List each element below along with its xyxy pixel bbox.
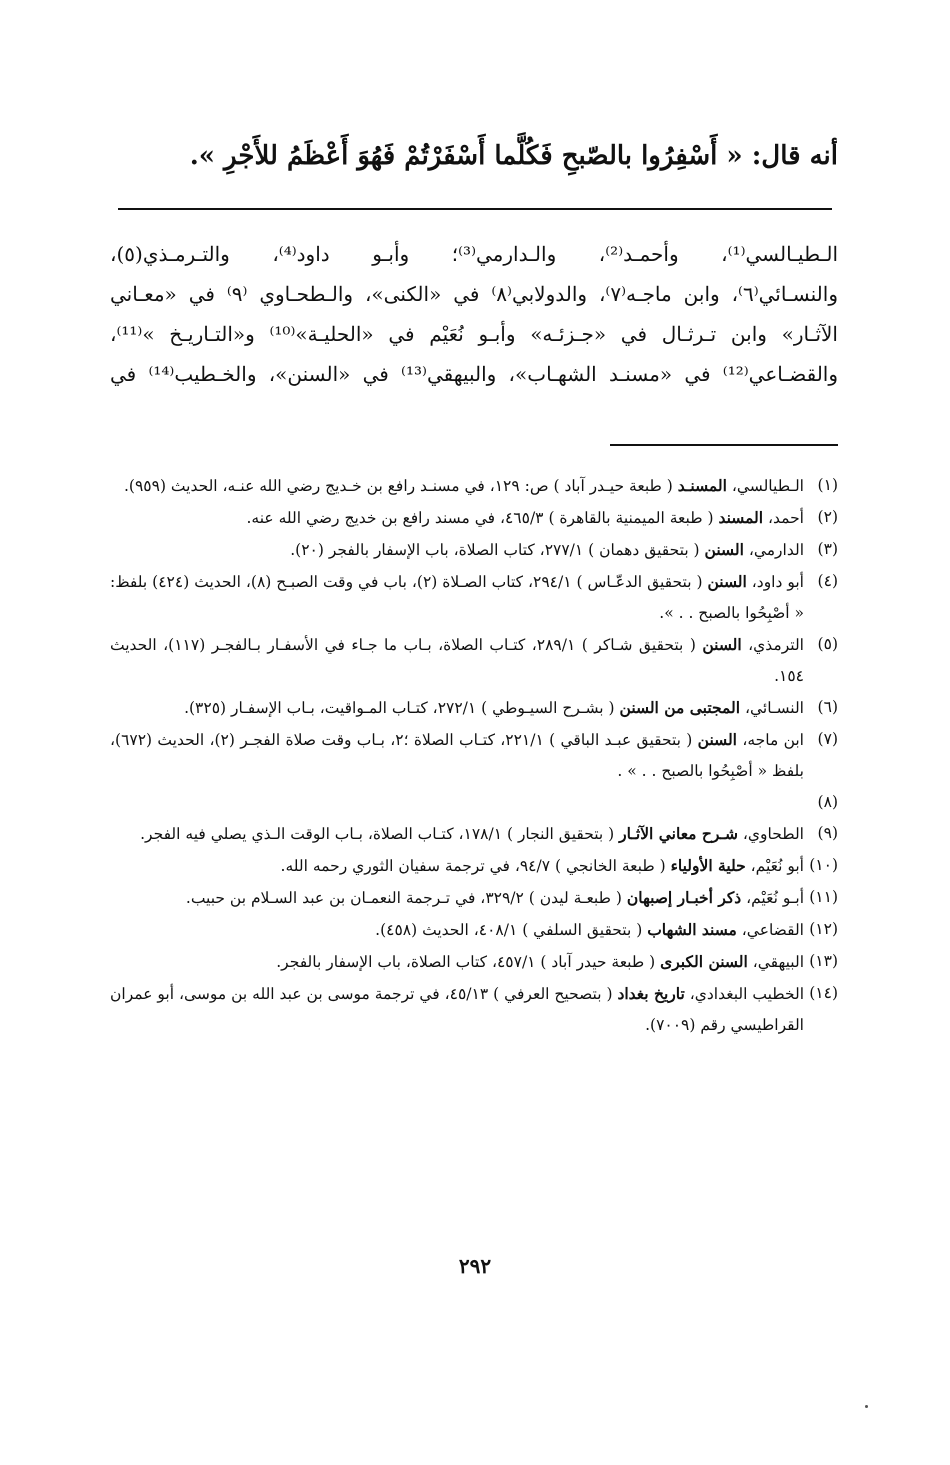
footnote-detail: ( بتحقيق شـاكر ) ٢٨٩/١، كتـاب الصلاة، بـاب ما جـاء في الأسفـار بـالفجـر (١١٧)، الحديث ١٥٤.: [110, 636, 804, 685]
footnote-text: [110, 978, 804, 1041]
footnote: [110, 566, 838, 629]
footnote: [110, 629, 838, 692]
footnote-text: [110, 534, 804, 566]
footnote-detail: ( بتحقيق عبـد الباقي ) ٢٢١/١، كتـاب الصلاة ؛٢، بـاب وقت صلاة الفجـر (٢)، الحديث (٦٧٢)، بلفظ « أصْبِحُوا بالصبح . . » .: [110, 731, 804, 780]
footnote-text: [110, 629, 804, 692]
footnote-author: القضاعي،: [736, 921, 804, 939]
footnote: [110, 470, 838, 502]
footnote-title: حلية الأولياء: [670, 856, 746, 875]
footnote-number: (١٠): [809, 856, 838, 874]
footnote-number: (٨): [817, 793, 838, 811]
footnote-author: أبو نُعَيْم،: [745, 857, 804, 875]
footnote-number: (٣): [817, 540, 838, 558]
footnote-number: (٥): [817, 635, 838, 653]
footnote: [110, 692, 838, 724]
footnote-text: [110, 882, 804, 914]
body-line: الآثـار» وابن تـرثـال في «جـزئـه» وأبـو نُعَيْم في «الحليـة»⁽¹⁰⁾ و«التـاريـخ »⁽¹¹⁾،: [110, 322, 838, 346]
footnote: [110, 978, 838, 1041]
footnote-title: السنن: [702, 635, 742, 654]
hadith-text: أنه قال: « أَسْفِرُوا بالصّبحِ فَكُلَّما أَسْفَرْتُمْ فَهُوَ أَعْظَمُ للأَجْرِ ».: [189, 141, 838, 171]
footnote: [110, 534, 838, 566]
footnote: [110, 787, 838, 818]
footnote-number: (٢): [817, 508, 838, 526]
footnotes-list: [110, 470, 838, 1041]
footnote-number: (٧): [817, 730, 838, 748]
footnote-text: [110, 566, 804, 629]
footnote-number: (١١): [809, 888, 838, 906]
footnote-text: [110, 818, 804, 850]
footnote: [110, 502, 838, 534]
footnote-detail: ( بتحقيق النجار ) ١٧٨/١، كتـاب الصلاة، بـاب الوقت الـذي يصلي فيه الفجر.: [140, 825, 620, 843]
footnote-title: شـرح معاني الآثـار: [619, 824, 738, 843]
footnote-title: السنن الكبرى: [660, 952, 748, 971]
footnote-detail: ( طبعة الخانجي ) ٩٤/٧، في ترجمة سفيان الثوري رحمه الله.: [280, 857, 671, 875]
footnote-author: النسـائي،: [740, 699, 804, 717]
page-number: ٢٩٢: [458, 1254, 492, 1278]
footnote-author: الترمذي،: [741, 636, 804, 654]
footnote-text: [110, 946, 804, 978]
footnote: [110, 818, 838, 850]
footnote-number: (١٢): [809, 920, 838, 938]
footnote: [110, 724, 838, 787]
footnote-number: (٤): [817, 572, 838, 590]
footnote-title: السنن: [707, 572, 747, 591]
body-line: الـطيـالسي⁽¹⁾، وأحمـد⁽²⁾، والـدارمي⁽³⁾؛ وأبـو داود⁽⁴⁾، والتـرمـذي(٥)،: [110, 242, 838, 266]
footnote-number: (٦): [817, 698, 838, 716]
footnote-detail: ( بتحقيق السلفي ) ٤٠٨/١، الحديث (٤٥٨).: [375, 921, 648, 939]
footnote-number: (١٤): [809, 984, 838, 1002]
footnote-number: (١٣): [809, 952, 838, 970]
footnote-text: [110, 470, 804, 502]
footnote-detail: ( بتحقيق الدعّـاس ) ٢٩٤/١، كتاب الصـلاة (٢)، باب في وقت الصبـح (٨)، الحديث (٤٢٤) بلفظ: « أصْبِحُوا بالصبح . . ».: [110, 573, 804, 622]
footnote-title: ذكر أخبـار إصبهان: [626, 888, 742, 907]
footnote-author: الـطيالسي،: [726, 477, 804, 495]
footnote-detail: ( طبعـة ليدن ) ٣٢٩/٢، في تـرجمة النعمـان بن عبد السـلام بن حبيب.: [185, 889, 627, 907]
footnote-author: ابن ماجه،: [737, 731, 804, 749]
footnote: [110, 882, 838, 914]
footnote-separator: [610, 444, 838, 446]
footnote-text: [110, 850, 804, 882]
footnote-author: الطحاوي،: [737, 825, 804, 843]
footnote-detail: ( بتصحيح العرفي ) ٤٥/١٣، في ترجمة موسى بن عبد الله بن موسى، أبو عمران القراطيسي رقم (٧٠٠٩).: [110, 985, 804, 1034]
footnote-author: أبـو نُعَيْم،: [741, 889, 804, 907]
footnote: [110, 850, 838, 882]
footnote-detail: ( بتحقيق دهمان ) ٢٧٧/١، كتاب الصلاة، باب الإسفار بالفجر (٢٠).: [290, 541, 705, 559]
footnote-author: أبو داود،: [746, 573, 804, 591]
footnote-author: الدارمي،: [743, 541, 804, 559]
footnote-number: (٩): [817, 824, 838, 842]
footnote-author: أحمد،: [763, 509, 804, 527]
main-paragraph: [110, 234, 838, 394]
footnote-detail: ( بشـرح السيـوطي ) ٢٧٢/١، كتـاب المـواقيت، بـاب الإسفـار (٣٢٥).: [184, 699, 620, 717]
footnote-title: المجتبى من السنن: [619, 698, 741, 717]
footnote-text: [110, 724, 804, 787]
footnote-detail: ( طبعة الميمنية بالقاهرة ) ٤٦٥/٣، في مسند رافع بن خديج رضي الله عنه.: [246, 509, 719, 527]
footnote: [110, 914, 838, 946]
footnote-title: تاريخ بغداد: [617, 984, 685, 1003]
footnote-title: السنن: [697, 730, 737, 749]
footnote-title: المسند: [718, 508, 764, 527]
body-line: والقضـاعي⁽¹²⁾ في «مسنـد الشهـاب»، والبيهقي⁽¹³⁾ في «السنن»، والخـطيب⁽¹⁴⁾ في: [110, 362, 839, 386]
footnote-detail: ( طبعة حيدر آباد ) ٤٥٧/١، كتاب الصلاة، باب الإسفار بالفجر.: [276, 953, 661, 971]
footnote-text: [110, 692, 804, 724]
body-line: والنسـائي⁽٦⁾، وابن ماجـه⁽٧⁾، والدولابي⁽٨⁾ في «الكنى»، والـطحـاوي ⁽٩⁾ في «معـاني: [110, 282, 838, 306]
footnote-title: مسند الشهاب: [647, 920, 737, 939]
footnote-text: [110, 914, 804, 946]
footnote-number: (١): [817, 476, 838, 494]
footnote-author: البيهقي،: [747, 953, 804, 971]
footnote-title: المسنـد: [677, 476, 727, 495]
footnote-detail: ( طبعة حيـدر آباد ) ص: ١٢٩، في مسنـد رافع بن خـديج رضي الله عنـه، الحديث (٩٥٩).: [123, 477, 678, 495]
footnote-author: الخطيب البغدادي،: [684, 985, 805, 1003]
footnote: [110, 946, 838, 978]
footnote-text: [110, 502, 804, 534]
scan-speck: [865, 1405, 868, 1408]
footnote-title: السنن: [704, 540, 744, 559]
header-rule: [118, 208, 832, 210]
